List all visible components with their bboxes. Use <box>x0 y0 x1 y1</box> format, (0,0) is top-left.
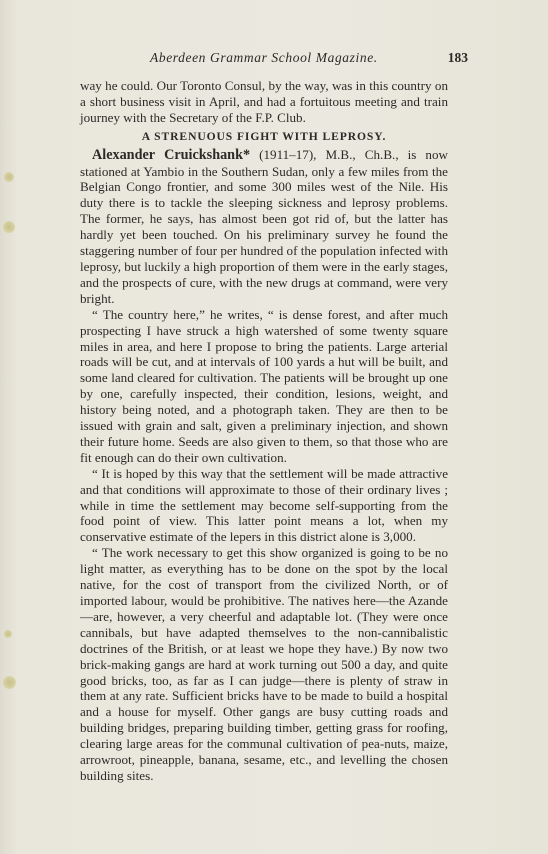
binding-hole-3 <box>4 630 12 638</box>
intro-paragraph <box>80 147 448 307</box>
paragraph: “ The work necessary to get this show organized is going to be no light matter, as everything has to be done on the spot by the local native, for the cost of transport from the civilized North, or of imported labour, would be prohibitive. The natives here—the Azande—are, however, a very cheerful and adaptable lot. (They were once cannibals, but have adapted themselves to the non-cannibalistic doctrines of the British, or at least we hope they have.) By now two brick-making gangs are hard at work turning out 500 a day, and quite good bricks, too, as far as I can judge—there is plenty of straw in them at any rate. Sufficient bricks have to be made to build a hospital and a house for myself. Other gangs are busy cutting roads and building bridges, preparing building timber, getting grass for roofing, clearing large areas for the communal cultivation of pea-nuts, maize, arrowroot, pineapple, banana, sesame, etc., and levelling the chosen building sites. <box>80 545 448 783</box>
person-name: Alexander Cruickshank* <box>92 146 251 163</box>
binding-hole-4 <box>3 676 16 689</box>
running-title: Aberdeen Grammar School Magazine. <box>150 50 378 65</box>
paragraph: “ The country here,” he writes, “ is dense forest, and after much prospecting I have struck a high watershed of some twenty square miles in area, and here I propose to bring the patients. Large arterial roads will be cut, and at intervals of 100 yards a hut will be built, and some land cleared for cultivation. The patients will be brought up one by one, carefully inspected, their condition, lesions, weight, and history being noted, and a photograph taken. They are then to be issued with grain and salt, given a preliminary injection, and shown their future home. Seeds are also given to them, so that those who are fit enough can do their own cultivation. <box>80 306 448 465</box>
opening-paragraph: way he could. Our Toronto Consul, by the way, was in this country on a short business visit in April, and had a fortuitous meeting and train journey with the Secretary of the F.P. Club. <box>80 78 448 125</box>
paragraph: “ It is hoped by this way that the settlement will be made attractive and that conditions will approximate to those of their ordinary lives ; while in time the settlement may become self-supporting from the food point of view. This latter point means a lot, when my conservative estimate of the lepers in this district alone is 3,000. <box>80 465 448 545</box>
page-header <box>80 50 468 68</box>
person-intro: (1911–17), M.B., Ch.B., is now stationed at Yambio in the Southern Sudan, only a few miles from the Belgian Congo frontier, and some 300 miles west of the Nile. His duty there is to tackle the sleeping sickness and leprosy problems. The former, he says, has almost been got rid of, but the latter has hardly yet been touched. On his preliminary survey he found the staggering number of four per hundred of the population infected with leprosy, but luckily a high proportion of them were in the early stages, and the prospects of cure, with the new drugs at command, were very bright. <box>80 146 448 306</box>
page-number: 183 <box>447 50 468 65</box>
section-heading: A STRENUOUS FIGHT WITH LEPROSY. <box>141 129 387 143</box>
binding-hole-1 <box>4 172 14 182</box>
article-body <box>80 78 448 784</box>
binding-hole-2 <box>3 221 15 233</box>
